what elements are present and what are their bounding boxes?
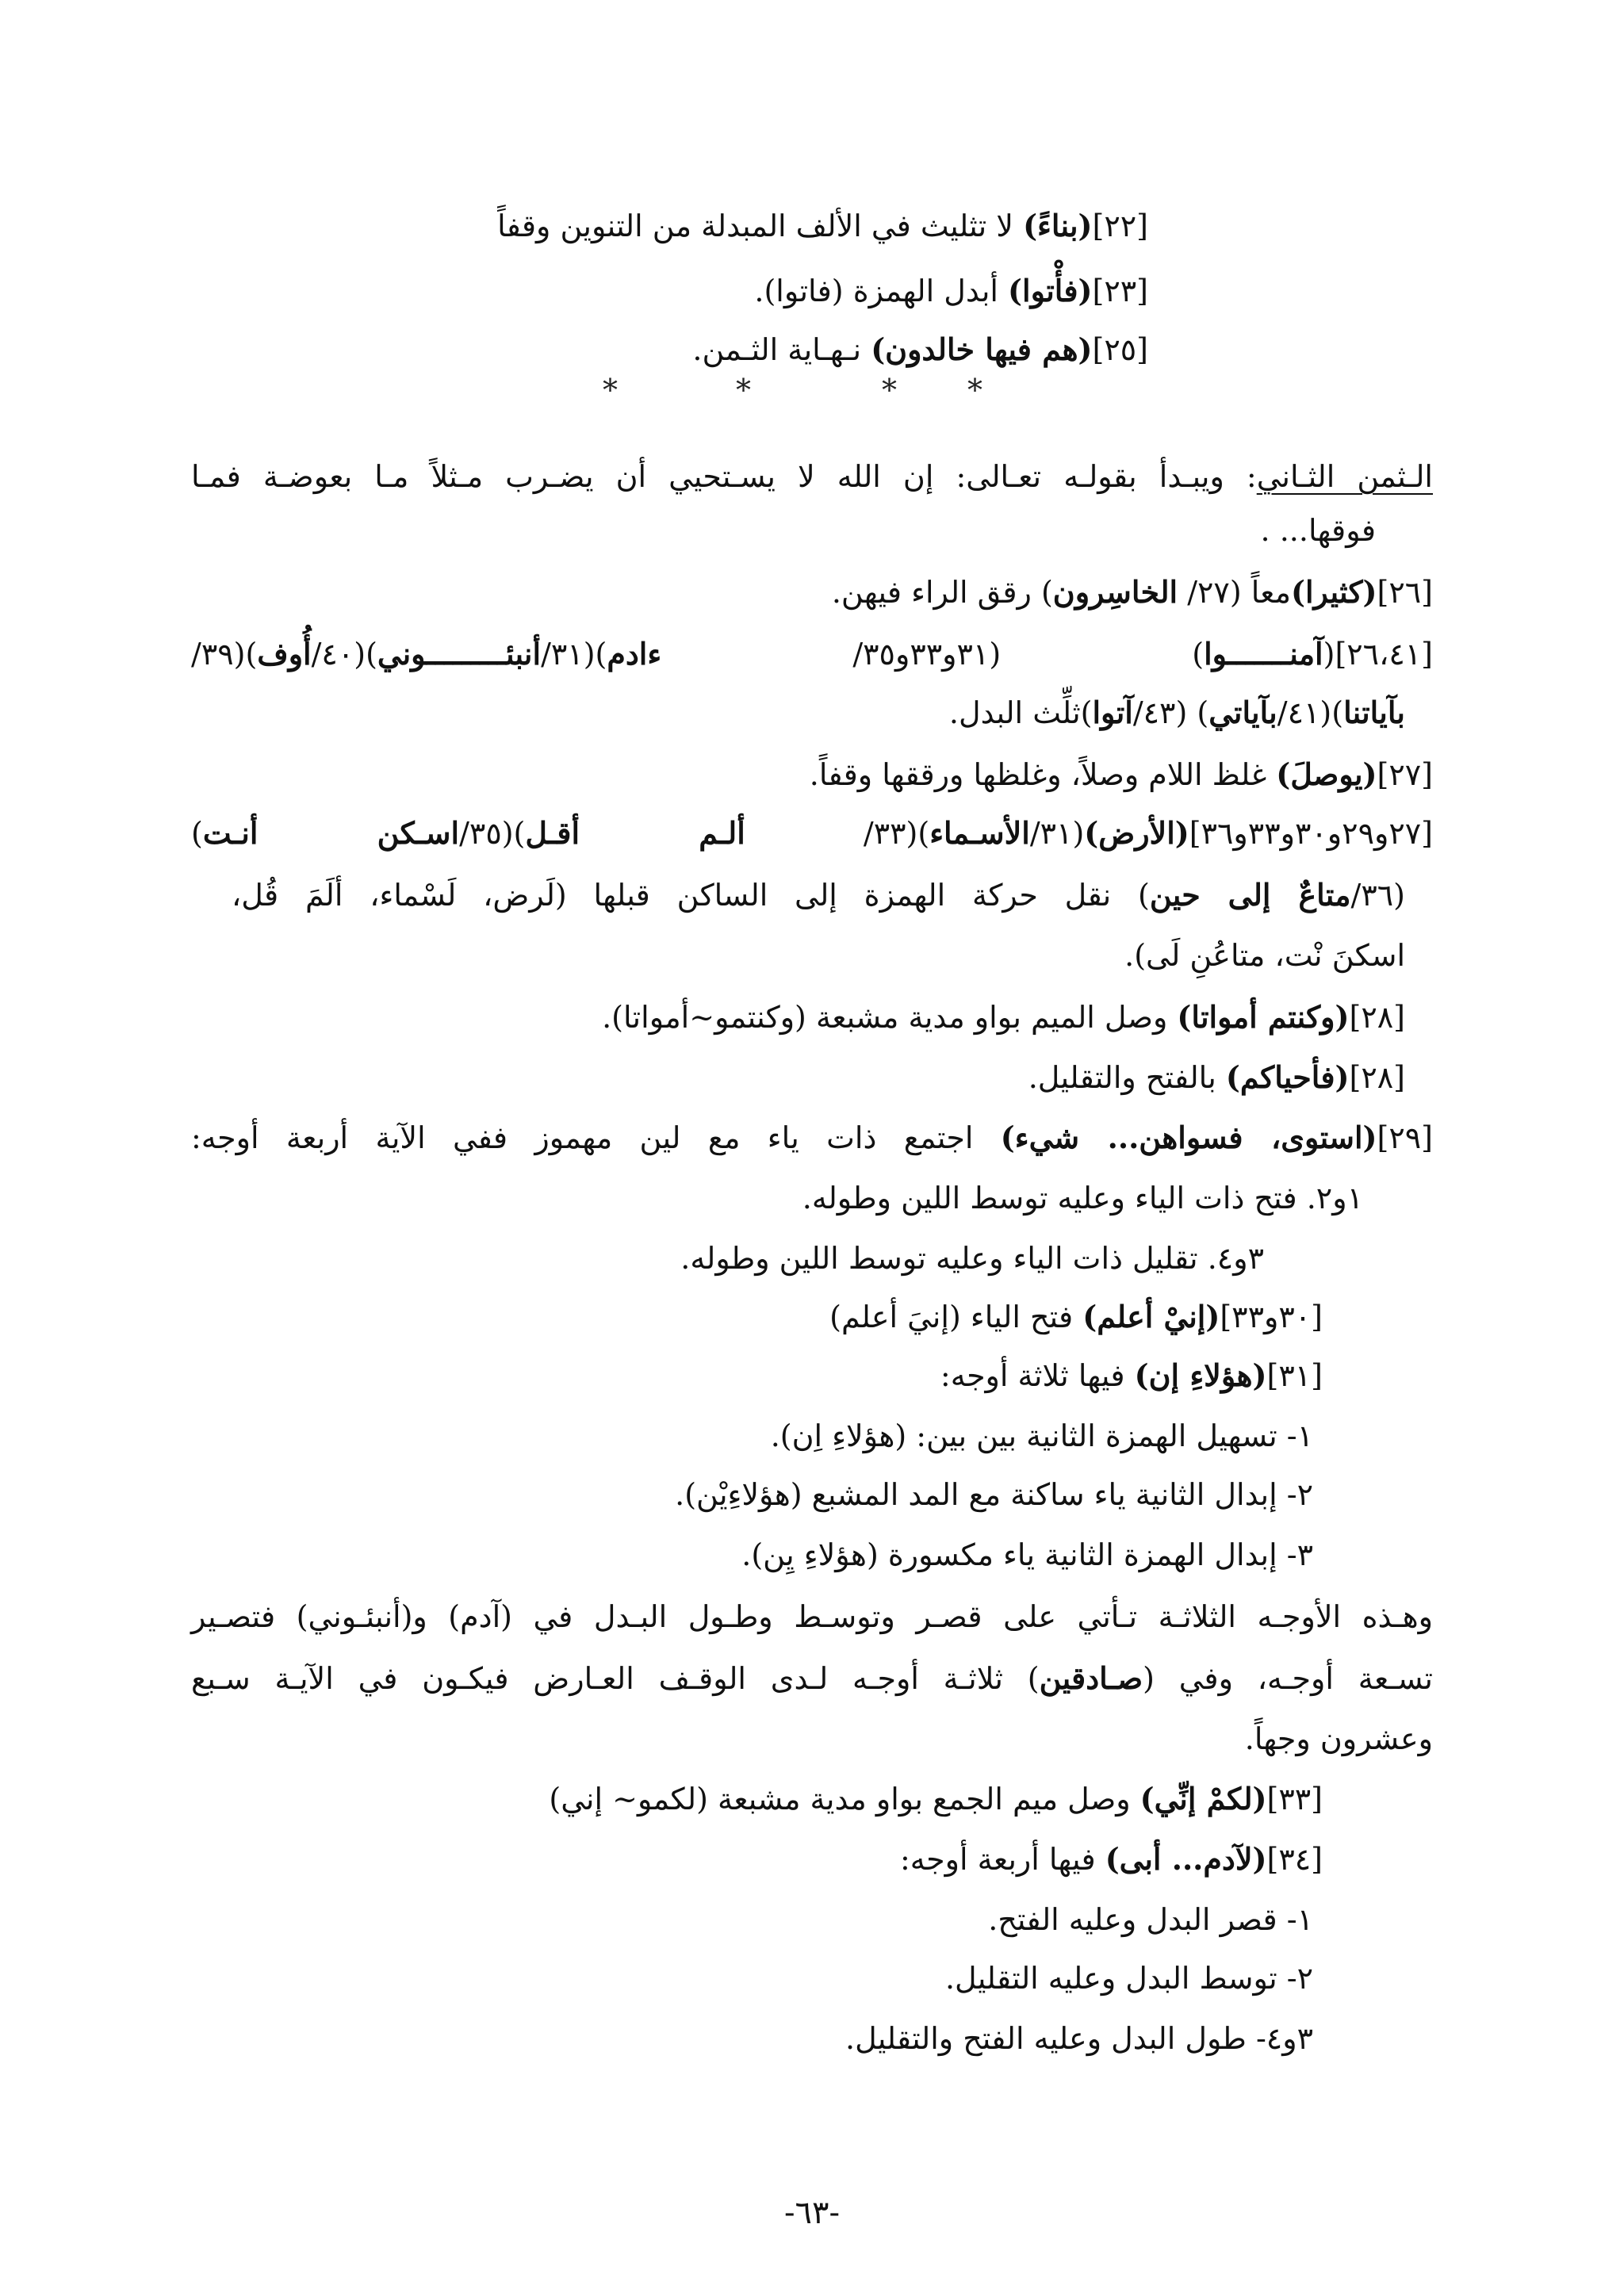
list-item: ٣و٤. تقليل ذات الياء وعليه توسط اللين وطوله. — [680, 1241, 1264, 1276]
list-item: ٣و٤- طول البدل وعليه الفتح والتقليل. — [845, 2021, 1313, 2056]
line-34: [٣٤](لآدم... أبى) فيها أربعة أوجه: — [899, 1841, 1323, 1877]
paragraph-line: تسـعة أوجـه، وفي (صـادقين) ثلاثـة أوجـه لـدى الوقـف العـارض فيكـون في الآيـة سـبع — [191, 1660, 1434, 1696]
line-33: [٣٣](لكمْ إنِّي) وصل ميم الجمع بواو مدية مشبعة (لكمو~ إني) — [549, 1781, 1323, 1816]
list-item: ١- قصر البدل وعليه الفتح. — [988, 1902, 1313, 1937]
line-continuation: (٣٦/متاعٌ إلى حين) نقل حركة الهمزة إلى الساكن قبلها (لَرض، لَسْماء، ألَمَ قُل، — [232, 877, 1405, 913]
line-23: [٢٣](فأْتوا) أبدل الهمزة (فاتوا). — [754, 273, 1148, 308]
line-26: [٢٦](كثيرا)معاً (٢٧/ الخاسِرون) رقق الراء فيهن. — [831, 574, 1433, 610]
line-31: [٣١](هؤلاءِ إن) فيها ثلاثة أوجه: — [940, 1357, 1323, 1393]
paragraph-line: وهـذه الأوجـه الثلاثـة تـأتي على قصـر وتوسـط وطـول البـدل في (آدم) و(أنبئـوني) فتصـير — [191, 1599, 1433, 1634]
list-item: ١و٢. فتح ذات الياء وعليه توسط اللين وطوله. — [802, 1181, 1363, 1215]
line-continuation: فوقها... . — [1260, 513, 1376, 548]
star: * — [736, 373, 751, 408]
line-28a: [٢٨](وكنتم أمواتا) وصل الميم بواو مدية مشبعة (وكنتمو~أمواتا). — [602, 999, 1405, 1035]
list-item: ٣- إبدال الهمزة الثانية ياء مكسورة (هؤلاءِ يِن). — [741, 1537, 1313, 1572]
line-27-36: [٢٧و٢٩و٣٠و٣٣و٣٦](الأرض)(٣١/الأسـماء)(٣٣/ ألـم أقـل)(٣٥/اسـكن أنـت) — [191, 815, 1433, 851]
list-item: ١- تسهيل الهمزة الثانية بين بين: (هؤلاءِ اِن). — [770, 1418, 1313, 1453]
line-25: [٢٥](هم فيها خالدون) نـهـاية الثـمن. — [692, 331, 1148, 367]
line-26-41: [٢٦،٤١](آمنـــــــوا) (٣١و٣٣و٣٥/ ءادم)(٣١/أنبئـــــــــوني)(٤٠/أُوف)(٣٩/ — [191, 636, 1433, 672]
line-27: [٢٧](يوصلَ) غلظ اللام وصلاً، وغلظها ورققها وقفاً. — [809, 756, 1433, 792]
list-item: ٢- إبدال الثانية ياء ساكنة مع المد المشبع (هؤلاءِيْن). — [675, 1477, 1313, 1512]
section-heading-line: الـثمن الثـاني: ويبـدأ بقولـه تعـالى: إن الله لا يسـتحيي أن يضـرب مـثلاً مـا بعوضـة فمـا — [191, 459, 1433, 494]
line-28b: [٢٨](فأحياكم) بالفتح والتقليل. — [1028, 1059, 1405, 1095]
paragraph-line: وعشرون وجهاً. — [1244, 1721, 1433, 1756]
list-item: ٢- توسط البدل وعليه التقليل. — [944, 1961, 1313, 1996]
line-29: [٢٩](استوى، فسواهن... شيء) اجتمع ذات ياء مع لين مهموز ففي الآية أربعة أوجه: — [191, 1120, 1433, 1155]
star: * — [882, 373, 897, 408]
page-number: -٦٣- — [784, 2195, 840, 2231]
star: * — [967, 373, 982, 408]
line-continuation: اسكنَ نْت، متاعُنِ لَى). — [1124, 938, 1405, 973]
section-divider — [0, 373, 1624, 412]
line-30-33: [٣٠و٣٣](إنيْ أعلم) فتح الياء (إنيَ أعلم) — [829, 1299, 1323, 1334]
star: * — [603, 373, 618, 408]
line-22: [٢٢](بناءً) لا تثليث في الألف المبدلة من التنوين وقفاً — [497, 208, 1148, 243]
line-continuation: بآياتنا)(٤١/بآياتي) (٤٣/آتوا)ثلِّث البدل. — [948, 695, 1405, 730]
section-label: الـثمن الثـاني — [1256, 459, 1433, 494]
